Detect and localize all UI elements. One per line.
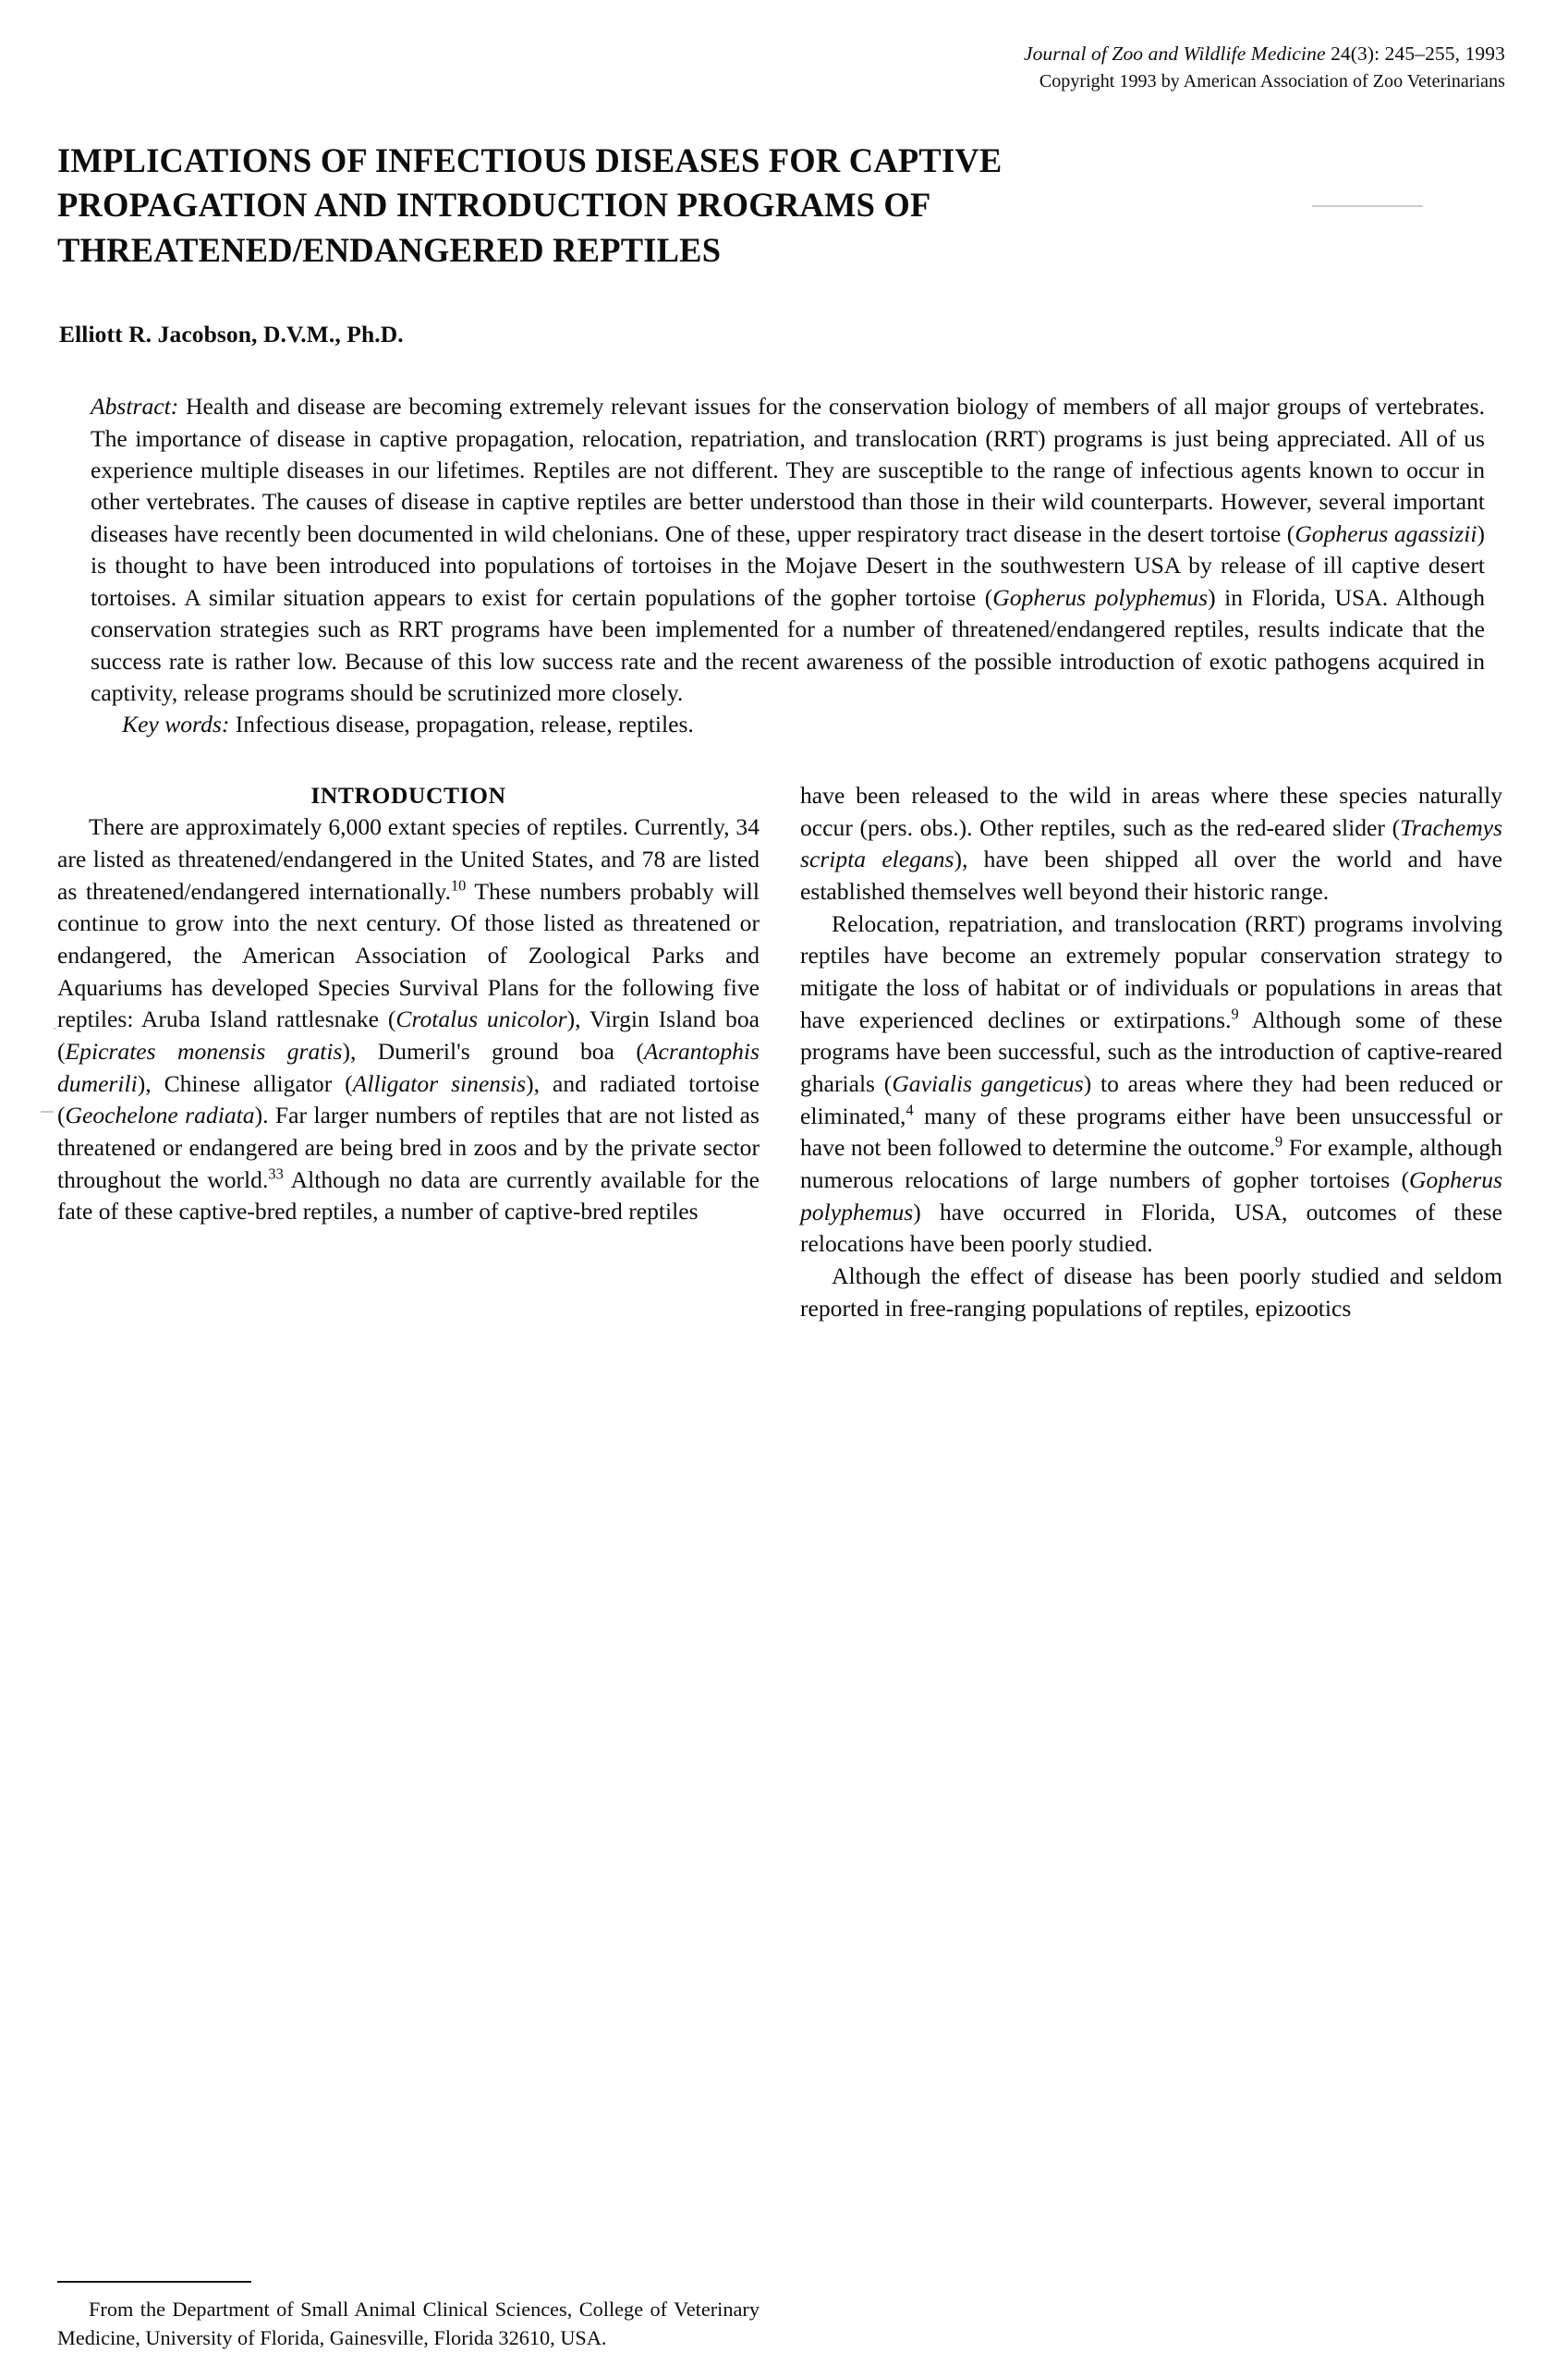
lc-p1-g: ). Far larger numbers of reptiles that are not listed as threatened or endangered are being bred in zoos and by the private sector throughout the world.: [57, 1102, 760, 1193]
abstract-section: [91, 391, 1485, 741]
lc-p1-a: There are approximately 6,000 extant species of reptiles. Currently, 34 are listed as threatened/endangered in the United States, and 78 are listed as threatened/endangered internationally.: [57, 813, 760, 905]
title-line-2: PROPAGATION AND INTRODUCTION PROGRAMS OF: [57, 186, 931, 225]
abstract-paragraph: [91, 391, 1485, 709]
left-column: [57, 780, 760, 1324]
footnote-text: From the Department of Small Animal Clinical Sciences, College of Veterinary Medicine, University of Florida, Gainesville, Florida 32610, USA.: [57, 2298, 760, 2349]
species-name-trachemys-scripta-elegans: Trachemys scripta elegans: [800, 813, 1502, 873]
species-name-gavialis-gangeticus: Gavialis gangeticus: [892, 1069, 1084, 1097]
rc-p2-c: ) to areas where they had been reduced or eliminated,: [800, 1069, 1502, 1129]
body-columns: [57, 780, 1507, 1324]
journal-volume-pages: 24(3): 245–255, 1993: [1325, 43, 1505, 65]
species-name-geochelone-radiata: Geochelone radiata: [65, 1102, 255, 1129]
citation-ref-33: 33: [268, 1164, 284, 1183]
citation-ref-9b: 9: [1275, 1132, 1283, 1151]
lc-p1-f: ), and radiated tortoise (: [57, 1069, 760, 1129]
journal-citation: [48, 41, 1505, 67]
rc-p1-a: have been released to the wild in areas where these species naturally occur (pers. obs.). Other reptiles, such as the red-eared slider (: [800, 781, 1502, 841]
journal-running-head: [48, 41, 1520, 94]
rc-p2-e: For example, although numerous relocations of large numbers of gopher tortoises (: [800, 1134, 1503, 1193]
scan-artifact: [41, 1111, 54, 1113]
species-name-epicrates-monensis-gratis: Epicrates monensis gratis: [65, 1038, 343, 1066]
copyright-notice: Copyright 1993 by American Association of Zoo Veterinarians: [1039, 70, 1505, 91]
right-column-paragraph-3: [800, 1261, 1502, 1324]
citation-ref-10: 10: [450, 876, 467, 895]
citation-ref-4: 4: [906, 1101, 914, 1119]
author-byline: Elliott R. Jacobson, D.V.M., Ph.D.: [59, 321, 404, 348]
rc-p2-d: many of these programs either have been unsuccessful or have not been followed to determine the outcome.: [800, 1102, 1502, 1162]
footnote-area: [57, 2281, 760, 2352]
right-column: [800, 780, 1502, 1324]
title-line-3: THREATENED/ENDANGERED REPTILES: [57, 230, 722, 269]
section-heading-introduction: INTRODUCTION: [310, 781, 506, 809]
species-name-acrantophis-dumerili: Acrantophis dumerili: [57, 1038, 760, 1097]
lc-p1-h: Although no data are currently available for the fate of these captive-bred reptiles, a number of captive-bred reptiles: [57, 1165, 760, 1225]
right-column-paragraph-2: [800, 908, 1502, 1261]
rc-p3-a: Although the effect of disease has been poorly studied and seldom reported in free-ranging populations of reptiles, epizootics: [800, 1262, 1502, 1322]
right-column-paragraph-1: [800, 780, 1502, 908]
rc-p1-b: ), have been shipped all over the world and have established themselves well beyond their historic range.: [800, 846, 1502, 905]
keywords-label: Key words:: [122, 711, 230, 738]
scan-artifact: [54, 1028, 55, 1030]
left-column-paragraph-1: [57, 811, 760, 1228]
species-name-gopherus-polyphemus-body: Gopherus polyphemus: [800, 1165, 1502, 1225]
title-line-1: IMPLICATIONS OF INFECTIOUS DISEASES FOR CAPTIVE: [57, 140, 1003, 179]
rc-p2-f: ) have occurred in Florida, USA, outcomes of these relocations have been poorly studied.: [800, 1198, 1502, 1258]
species-name-gopherus-polyphemus: Gopherus polyphemus: [992, 583, 1209, 611]
scan-artifact: [1312, 205, 1423, 207]
keywords-paragraph: [91, 709, 1485, 740]
footnote-divider: [57, 2281, 251, 2283]
citation-ref-9a: 9: [1231, 1005, 1239, 1022]
species-name-crotalus-unicolor: Crotalus unicolor: [395, 1006, 567, 1033]
species-name-alligator-sinensis: Alligator sinensis: [352, 1069, 527, 1097]
lc-p1-c: ), Virgin Island boa (: [57, 1006, 760, 1066]
lc-p1-d: ), Dumeril's ground boa (: [342, 1038, 644, 1066]
rc-p2-a: Relocation, repatriation, and translocation (RRT) programs involving reptiles have become an extremely popular conservation strategy to mitigate the loss of habitat or of individuals or populations in areas that have experienced declines or extirpations.: [800, 909, 1502, 1033]
journal-name: Journal of Zoo and Wildlife Medicine: [1023, 43, 1326, 65]
abstract-body-3: ) in Florida, USA. Although conservation strategies such as RRT programs have been implemented for a number of threatened/endangered reptiles, results indicate that the success rate is rather low. Because of this low success rate and the recent awareness of the possible introduction of exotic pathogens acquired in captivity, release programs should be scrutinized more closely.: [91, 583, 1485, 706]
species-name-gopherus-agassizii: Gopherus agassizii: [1295, 519, 1477, 547]
abstract-body-2: ) is thought to have been introduced into populations of tortoises in the Mojave Desert in the southwestern USA by release of ill captive desert tortoises. A similar situation appears to exist for certain populations of the gopher tortoise (: [91, 519, 1485, 611]
keywords-body: Infectious disease, propagation, release, reptiles.: [229, 711, 694, 738]
abstract-body-1: Health and disease are becoming extremely relevant issues for the conservation biology of members of all major groups of vertebrates. The importance of disease in captive propagation, relocation, repatriation, and translocation (RRT) programs is just being appreciated. All of us experience multiple diseases in our lifetimes. Reptiles are not different. They are susceptible to the range of infectious agents known to occur in other vertebrates. The causes of disease in captive reptiles are better understood than those in their wild counterparts. However, several important diseases have recently been documented in wild chelonians. One of these, upper respiratory tract disease in the desert tortoise (: [91, 393, 1485, 547]
lc-p1-e: ), Chinese alligator (: [137, 1069, 353, 1097]
page-title: [57, 139, 1520, 274]
lc-p1-b: These numbers probably will continue to grow into the next century. Of those listed as threatened or endangered, the American Association of Zoological Parks and Aquariums has developed Species Survival Plans for the following five reptiles: Aruba Island rattlesnake (: [57, 877, 760, 1033]
rc-p2-b: Although some of these programs have been successful, such as the introduction of captive-reared gharials (: [800, 1006, 1502, 1097]
abstract-label: Abstract:: [91, 393, 179, 421]
